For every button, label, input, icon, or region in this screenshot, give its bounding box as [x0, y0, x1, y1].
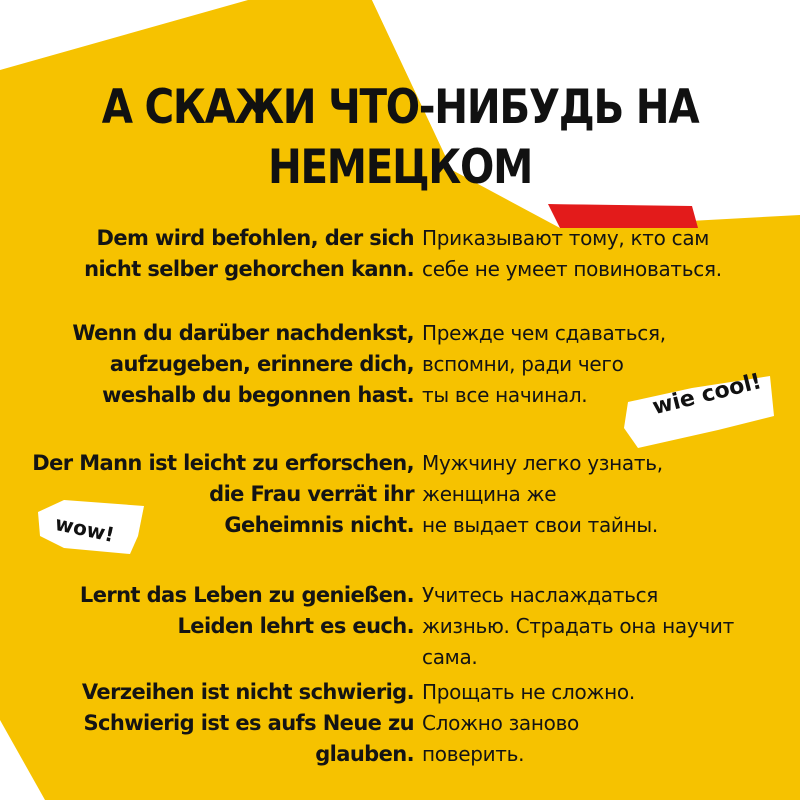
german-line: Schwierig ist es aufs Neue zu [83, 711, 414, 735]
german-quote [82, 677, 414, 770]
german-quote [72, 318, 414, 411]
russian-line: не выдает свои тайны. [422, 513, 658, 537]
russian-translation [422, 223, 722, 285]
german-line: Wenn du darüber nachdenkst, [72, 321, 414, 345]
page-title [56, 78, 744, 198]
russian-line: Прощать не сложно. [422, 680, 635, 704]
russian-line: ты все начинал. [422, 383, 588, 407]
russian-line: себе не умеет повиноваться. [422, 257, 722, 281]
german-line: Geheimnis nicht. [224, 513, 414, 537]
wie-cool-sticker [622, 369, 782, 452]
russian-line: Учитесь наслаждаться [422, 583, 659, 607]
russian-line: женщина же [422, 482, 557, 506]
sticker-text: wie cool! [650, 369, 765, 421]
german-quote [80, 580, 414, 642]
german-line: Lernt das Leben zu genießen. [79, 583, 414, 607]
german-line: weshalb du begonnen hast. [102, 383, 414, 407]
german-line: aufzugeben, erinnere dich, [109, 352, 414, 376]
russian-translation [422, 448, 663, 541]
russian-line: сама. [422, 645, 478, 669]
wow-sticker [34, 496, 150, 558]
russian-line: вспомни, ради чего [422, 352, 624, 376]
sticker-text: wow! [53, 511, 117, 547]
german-line: Verzeihen ist nicht schwierig. [81, 680, 414, 704]
german-line: glauben. [315, 742, 414, 766]
german-line: die Frau verrät ihr [209, 482, 414, 506]
russian-translation [422, 580, 734, 673]
german-line: Der Mann ist leicht zu erforschen, [32, 451, 414, 475]
german-line: nicht selber gehorchen kann. [84, 257, 414, 281]
russian-line: Прежде чем сдаваться, [422, 321, 666, 345]
russian-line: Приказывают тому, кто сам [422, 226, 710, 250]
title-line-2: НЕМЕЦКОМ [267, 140, 533, 195]
russian-line: жизнью. Страдать она научит [422, 614, 734, 638]
title-line-1: А СКАЖИ ЧТО-НИБУДЬ НА [101, 80, 699, 135]
russian-line: Сложно заново [422, 711, 579, 735]
russian-line: Мужчину легко узнать, [422, 451, 663, 475]
russian-translation [422, 677, 635, 770]
german-quote [84, 223, 414, 285]
russian-line: поверить. [422, 742, 525, 766]
german-line: Leiden lehrt es euch. [177, 614, 414, 638]
german-line: Dem wird befohlen, der sich [96, 226, 414, 250]
